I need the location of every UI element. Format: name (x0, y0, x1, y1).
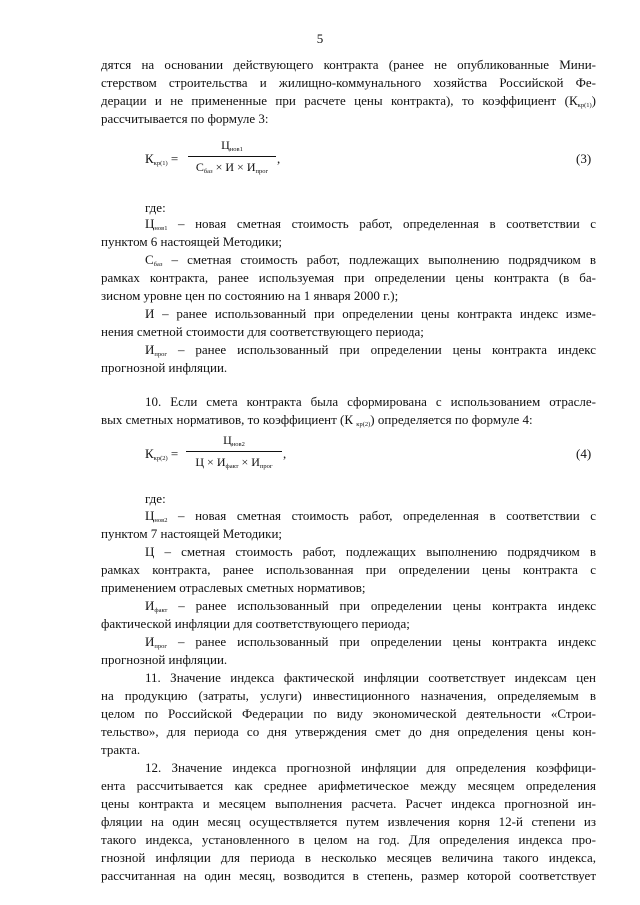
text-line (101, 597, 596, 615)
formula-3-fraction (188, 138, 276, 175)
subscript: нов1 (154, 225, 168, 232)
equals-sign: = (167, 151, 179, 166)
symbol: × И × И (212, 160, 256, 174)
symbol: Ц (145, 508, 155, 523)
subscript: прог (154, 643, 168, 650)
text-line: прогнозной инфляции. (101, 360, 228, 375)
text-line (101, 411, 596, 429)
text-fragment: – ранее использованный при определении цены контракта индекс (167, 598, 596, 613)
symbol: И (145, 598, 155, 613)
symbol: С (195, 160, 204, 174)
text-line: рамках контракта, ранее использованная при определении цены контракта с (101, 562, 596, 577)
text-line: прогнозной инфляции. (101, 652, 228, 667)
text-fragment: вых сметных нормативов, то коэффициент (К (101, 412, 357, 427)
equals-sign: = (167, 446, 179, 461)
text-line: рассчитанная на один месяц, возводится в степень, размер которой соответствует (101, 868, 596, 883)
text-line: фляции на один месяц осуществляется путем извлечения корня 12-й степени из (101, 814, 596, 829)
text-fragment: – ранее использованный при определении цены контракта индекс (167, 634, 596, 649)
text-line: И – ранее использованный при определении цены контракта индекс изме- (145, 306, 596, 321)
denominator (186, 452, 282, 470)
symbol: Ц (221, 138, 230, 152)
text-line: целом по Российской Федерации по виду экономической деятельности «Строи- (101, 706, 596, 721)
denominator (188, 157, 276, 175)
text-line: тракта. (101, 742, 141, 757)
text-line: цены контракта и месяцем выполнения расчета. Расчет индекса прогнозной ин- (101, 796, 596, 811)
text-line (101, 251, 596, 269)
symbol: × И (238, 455, 260, 469)
text-line: 12. Значение индекса прогнозной инфляции для определения коэффици- (145, 760, 596, 775)
symbol: К (145, 151, 154, 166)
formula-number: (3) (576, 151, 592, 166)
symbol: Ц (145, 216, 155, 231)
subscript: баз (153, 261, 163, 268)
subscript: прог (255, 168, 269, 175)
text-fragment: ) определяется по формуле 4: (370, 412, 533, 427)
text-line: фактической инфляции для соответствующего периода; (101, 616, 410, 631)
text-line: пунктом 7 настоящей Методики; (101, 526, 283, 541)
formula-number: (4) (576, 446, 592, 461)
text-fragment: – новая сметная стоимость работ, определенная в соответствии с (167, 216, 596, 231)
subscript: баз (203, 168, 213, 175)
text-line (101, 92, 596, 110)
numerator (188, 138, 276, 156)
symbol: И (145, 634, 155, 649)
symbol: Ц (223, 433, 232, 447)
text-line: тельство», для периода со дня утверждения смет до дня определения цены кон- (101, 724, 596, 739)
where-label: где: (145, 491, 166, 506)
symbol: Ц × И (195, 455, 226, 469)
text-line (101, 341, 596, 359)
text-line: рамках контракта, ранее используемая при определении цены контракта (в ба- (101, 270, 596, 285)
subscript: факт (154, 607, 168, 614)
symbol: И (145, 342, 155, 357)
numerator (186, 433, 282, 451)
subscript: кр(2) (153, 455, 168, 462)
text-fragment: ) (591, 93, 596, 108)
formula-comma: , (277, 151, 281, 166)
text-fragment: дерации и не примененные при расчете цены контракта), то коэффициент (К (101, 93, 578, 108)
formula-comma: , (283, 446, 287, 461)
page-number: 5 (316, 31, 324, 46)
text-line: рассчитывается по формуле 3: (101, 111, 269, 126)
text-line: ента рассчитывается как среднее арифметическое между месяцем определения (101, 778, 596, 793)
text-fragment: – сметная стоимость работ, подлежащих выполнению подрядчиком в (162, 252, 596, 267)
text-fragment: – новая сметная стоимость работ, определенная в соответствии с (167, 508, 596, 523)
symbol: К (145, 446, 154, 461)
text-line (101, 633, 596, 651)
text-line (101, 507, 596, 525)
text-fragment: – ранее использованный при определении цены контракта индекс (167, 342, 596, 357)
subscript: нов2 (231, 441, 245, 448)
text-line: применением отраслевых сметных нормативов; (101, 580, 366, 595)
subscript: нов1 (229, 146, 243, 153)
formula-3-lhs (145, 151, 178, 167)
text-line: пунктом 6 настоящей Методики; (101, 234, 283, 249)
text-line (101, 215, 596, 233)
subscript: нов2 (154, 517, 168, 524)
symbol: С (145, 252, 154, 267)
text-line: гнозной инфляции для периода в несколько месяцев величина такого индекса, (101, 850, 596, 865)
subscript: кр(2) (356, 421, 371, 428)
text-line: дятся на основании действующего контракта (ранее не опубликованные Мини- (101, 57, 596, 72)
where-label: где: (145, 200, 166, 215)
text-line: 10. Если смета контракта была сформирована с использованием отрасле- (145, 394, 596, 409)
formula-4-lhs (145, 446, 178, 462)
text-line: зисном уровне цен по состоянию на 1 января 2000 г.); (101, 288, 399, 303)
text-line: 11. Значение индекса фактической инфляции соответствует индексам цен (145, 670, 596, 685)
subscript: кр(1) (577, 102, 592, 109)
subscript: прог (154, 351, 168, 358)
text-line: стерством строительства и жилищно-коммунального хозяйства Российской Фе- (101, 75, 596, 90)
text-line: на продукцию (затраты, услуги) инвестиционного назначения, определяемым в (101, 688, 596, 703)
text-line: нения сметной стоимости для соответствующего периода; (101, 324, 424, 339)
text-line: Ц – сметная стоимость работ, подлежащих выполнению подрядчиком в (145, 544, 596, 559)
subscript: прог (259, 463, 273, 470)
formula-4-fraction (186, 433, 282, 470)
subscript: кр(1) (153, 160, 168, 167)
text-line: такого индекса, установленного в целом на год. Для определения индекса про- (101, 832, 596, 847)
subscript: факт (225, 463, 239, 470)
